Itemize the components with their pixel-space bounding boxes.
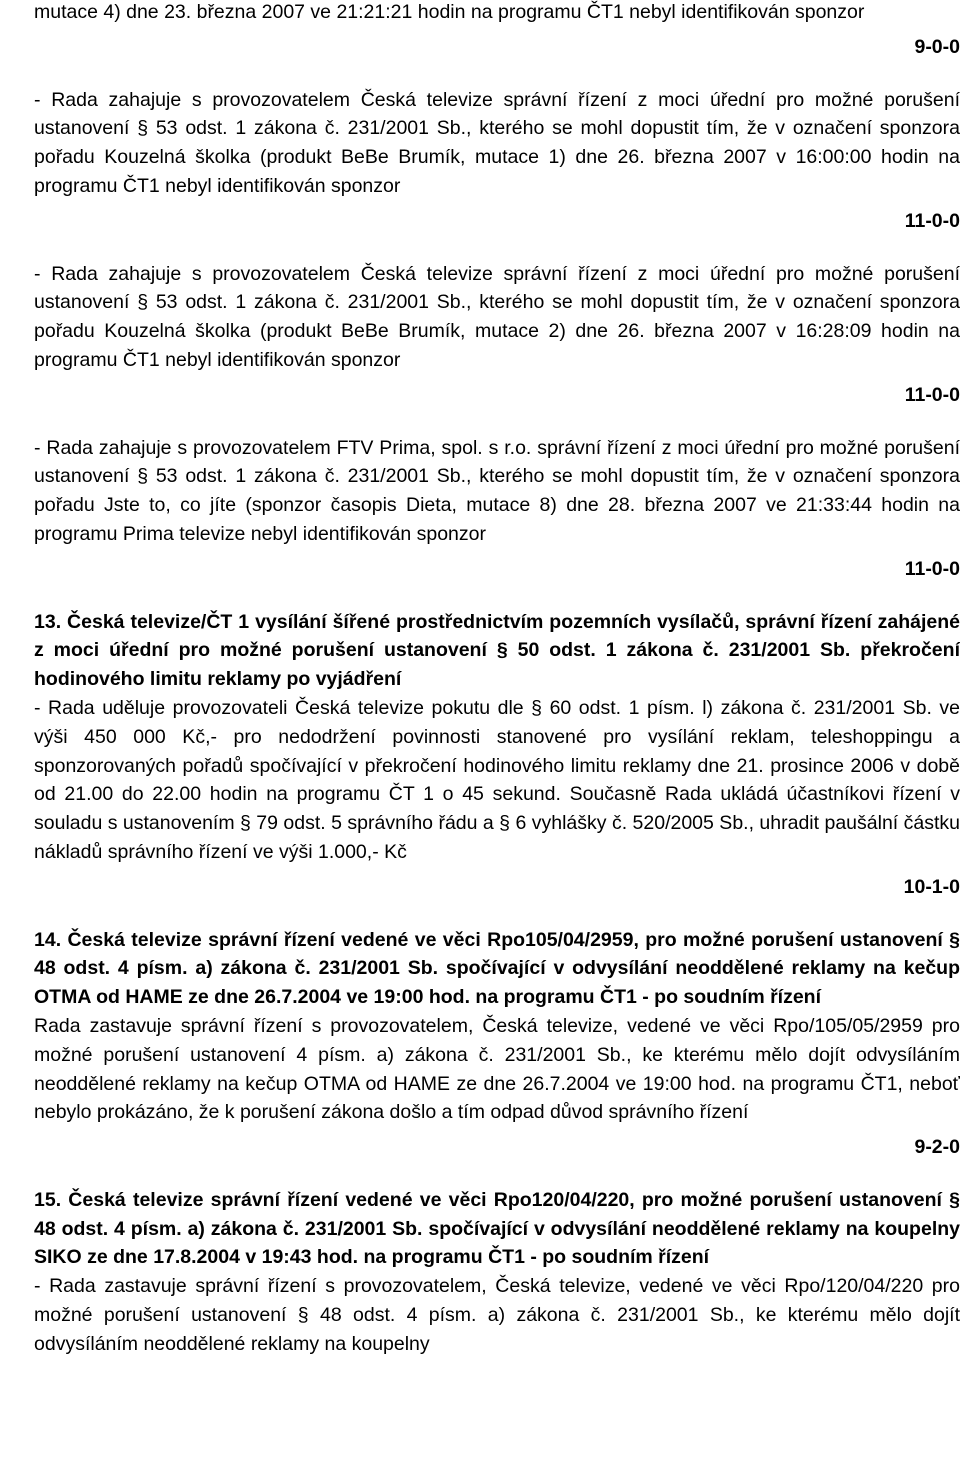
vote-result: 10-1-0	[903, 875, 960, 898]
paragraph-mutace-4: mutace 4) dne 23. března 2007 ve 21:21:21 hodin na programu ČT1 nebyl identifikován sponzor	[34, 1, 865, 23]
section-heading-15: 15. Česká televize správní řízení vedené ve věci Rpo120/04/220, pro možné porušení ustanovení § 48 odst. 4 písm. a) zákona č. 231/2001 Sb. spočívající v odvysílání neoddělené reklamy na koupelny SIKO ze dne 17.8.2004 v 19:43 hod. na programu ČT1 - po soudním řízení	[34, 1188, 960, 1269]
vote-result: 11-0-0	[904, 383, 960, 406]
paragraph-kouzelna-skolka-1: - Rada zahajuje s provozovatelem Česká televize správní řízení z moci úřední pro možné porušení ustanovení § 53 odst. 1 zákona č. 231/2001 Sb., kterého se mohl dopustit tím, že v označení sponzora pořadu Kouzelná školka (produkt BeBe Brumík, mutace 1) dne 26. března 2007 v 16:00:00 hodin na programu ČT1 nebyl identifikován sponzor	[34, 88, 960, 197]
paragraph-section-14: Rada zastavuje správní řízení s provozovatelem, Česká televize, vedené ve věci Rpo/105/05/2959 pro možné porušení ustanovení 4 písm. a) zákona č. 231/2001 Sb., ke kterému mělo dojít odvysíláním neoddělené reklamy na kečup OTMA od HAME ze dne 26.7.2004 ve 19:00 hod. na programu ČT1, neboť nebylo prokázáno, že k porušení zákona došlo a tím odpad důvod správního řízení	[34, 1014, 960, 1124]
section-heading-14: 14. Česká televize správní řízení vedené ve věci Rpo105/04/2959, pro možné porušení ustanovení § 48 odst. 4 písm. a) zákona č. 231/2001 Sb. spočívající v odvysílání neoddělené reklamy na kečup OTMA od HAME ze dne 26.7.2004 ve 19:00 hod. na programu ČT1 - po soudním řízení	[34, 928, 960, 1009]
paragraph-section-13: - Rada uděluje provozovateli Česká televize pokutu dle § 60 odst. 1 písm. l) zákona č. 231/2001 Sb. ve výši 450 000 Kč,- pro nedodržení povinnosti stanovené pro vysílání reklam, teleshoppingu a sponzorovaných pořadů spočívající v překročení hodinového limitu reklamy dne 21. prosince 2006 v době od 21.00 do 22.00 hodin na programu ČT 1 o 45 sekund. Současně Rada ukládá účastníkovi řízení v souladu s ustanovením § 79 odst. 5 správního řádu a § 6 vyhlášky č. 520/2005 Sb., uhradit paušální částku nákladů správního řízení ve výši 1.000,- Kč	[34, 696, 960, 863]
vote-result: 11-0-0	[904, 209, 960, 232]
document-page	[34, 0, 960, 1359]
paragraph-kouzelna-skolka-2: - Rada zahajuje s provozovatelem Česká televize správní řízení z moci úřední pro možné porušení ustanovení § 53 odst. 1 zákona č. 231/2001 Sb., kterého se mohl dopustit tím, že v označení sponzora pořadu Kouzelná školka (produkt BeBe Brumík, mutace 2) dne 26. března 2007 v 16:28:09 hodin na programu ČT1 nebyl identifikován sponzor	[34, 262, 960, 371]
paragraph-section-15: - Rada zastavuje správní řízení s provozovatelem, Česká televize, vedené ve věci Rpo/120/04/220 pro možné porušení ustanovení § 48 odst. 4 písm. a) zákona č. 231/2001 Sb., ke kterému mělo dojít odvysíláním neoddělené reklamy na koupelny	[34, 1275, 960, 1355]
vote-result: 11-0-0	[904, 557, 960, 580]
paragraph-ftv-prima: - Rada zahajuje s provozovatelem FTV Prima, spol. s r.o. správní řízení z moci úřední pro možné porušení ustanovení § 53 odst. 1 zákona č. 231/2001 Sb., kterého se mohl dopustit tím, že v označení sponzora pořadu Jste to, co jíte (sponzor časopis Dieta, mutace 8) dne 28. března 2007 ve 21:33:44 hodin na programu Prima televize nebyl identifikován sponzor	[34, 436, 960, 545]
vote-result: 9-0-0	[914, 35, 960, 58]
section-heading-13: 13. Česká televize/ČT 1 vysílání šířené prostřednictvím pozemních vysílačů, správní řízení zahájené z moci úřední pro možné porušení ustanovení § 50 odst. 1 zákona č. 231/2001 Sb. překročení hodinového limitu reklamy po vyjádření	[34, 610, 960, 691]
vote-result: 9-2-0	[914, 1136, 960, 1159]
